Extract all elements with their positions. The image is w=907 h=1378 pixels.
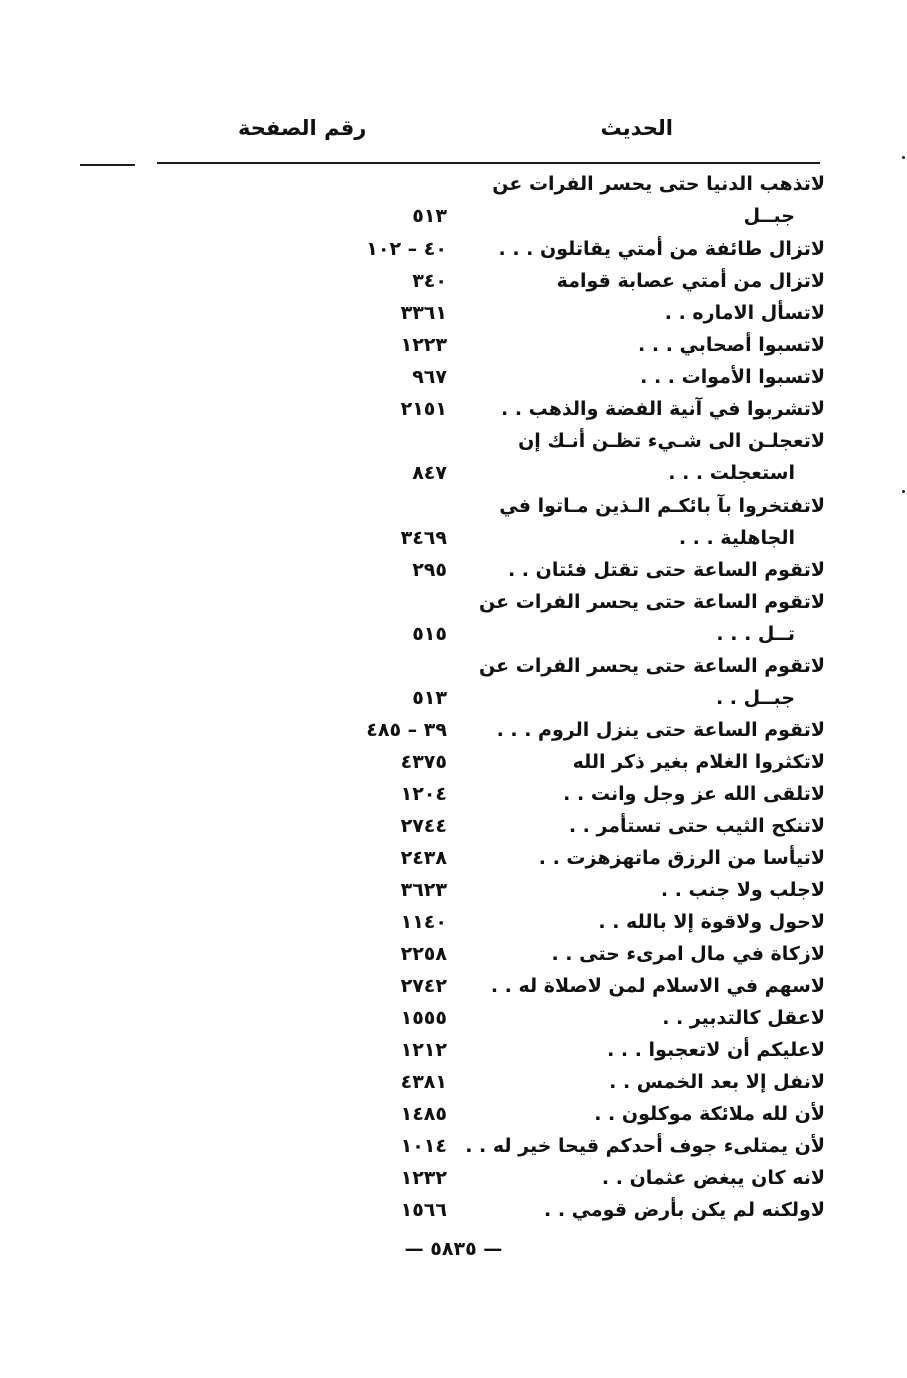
page-reference: ١٢٢٣ bbox=[400, 334, 447, 356]
scan-speck bbox=[902, 156, 905, 159]
hadith-text: لاتنكح الثيب حتى تستأمر . . bbox=[568, 815, 825, 837]
hadith-text: لاتعجلـن الى شـيء تظـن أنـك إن bbox=[518, 430, 825, 452]
page-reference: ٢٧٤٢ bbox=[400, 975, 447, 997]
page-reference: ٣٤٠ bbox=[412, 270, 447, 292]
hadith-text: لاجلب ولا جنب . . bbox=[660, 879, 825, 901]
index-entry bbox=[300, 1162, 825, 1194]
hadith-text: لاتلقى الله عز وجل وانت . . bbox=[563, 783, 825, 805]
index-entry bbox=[300, 393, 825, 425]
page-footer-number: — ٥٨٣٥ — bbox=[404, 1238, 503, 1260]
index-entry bbox=[300, 842, 825, 874]
page-reference: ٣٩ – ٤٨٥ bbox=[366, 719, 447, 741]
index-entry bbox=[300, 490, 825, 522]
hadith-text: لاعقل كالتدبير . . bbox=[662, 1007, 825, 1029]
hadith-text: لاتقوم الساعة حتى يحسر الفرات عن bbox=[479, 591, 825, 613]
index-entry bbox=[300, 522, 825, 554]
index-entry bbox=[300, 554, 825, 586]
header-divider-left bbox=[80, 164, 135, 166]
hadith-text: لاتقوم الساعة حتى يحسر الفرات عن bbox=[479, 655, 825, 677]
hadith-text: استعجلت . . . bbox=[668, 462, 795, 484]
hadith-text: لازكاة في مال امرىء حتى . . bbox=[551, 943, 825, 965]
scan-speck bbox=[902, 490, 905, 493]
hadith-text: لاتذهب الدنيا حتى يحسر الفرات عن bbox=[492, 173, 825, 195]
index-entry bbox=[300, 425, 825, 457]
hadith-text: لأن يمتلىء جوف أحدكم قيحا خير له . . bbox=[465, 1135, 825, 1157]
page-reference: ٢٢٥٨ bbox=[400, 943, 447, 965]
hadith-text: لاتزال من أمتي عصابة قوامة bbox=[556, 270, 825, 292]
page-reference: ٢١٥١ bbox=[400, 398, 447, 420]
page-reference: ٤٠ – ١٠٢ bbox=[366, 238, 447, 260]
index-entry bbox=[300, 650, 825, 682]
index-entry bbox=[300, 618, 825, 650]
hadith-text: لاتقوم الساعة حتى تقتل فئتان . . bbox=[507, 559, 825, 581]
page-reference: ٤٣٧٥ bbox=[400, 751, 447, 773]
hadith-text: تــل . . . bbox=[716, 623, 795, 645]
index-entry bbox=[300, 329, 825, 361]
page-reference: ٥١٣ bbox=[412, 205, 447, 227]
index-entry bbox=[300, 682, 825, 714]
index-entry bbox=[300, 970, 825, 1002]
index-entry bbox=[300, 457, 825, 489]
hadith-text: لاتيأسا من الرزق ماتهزهزت . . bbox=[538, 847, 825, 869]
index-entry bbox=[300, 1034, 825, 1066]
hadith-text: الجاهلية . . . bbox=[678, 527, 795, 549]
hadith-text: لاتفتخروا بآ بائكـم الـذين مـاتوا في bbox=[499, 495, 825, 517]
page-reference: ٣٣٦١ bbox=[400, 302, 447, 324]
index-entry bbox=[300, 265, 825, 297]
index-entry bbox=[300, 938, 825, 970]
page-reference: ٥١٣ bbox=[412, 687, 447, 709]
index-entry bbox=[300, 810, 825, 842]
page-reference: ١٢١٢ bbox=[400, 1039, 447, 1061]
page-reference: ١٥٦٦ bbox=[400, 1199, 447, 1221]
page-reference: ٨٤٧ bbox=[412, 462, 447, 484]
page-reference: ٥١٥ bbox=[412, 623, 447, 645]
header-divider bbox=[157, 162, 820, 164]
index-entry bbox=[300, 361, 825, 393]
hadith-text: لاتكثروا الغلام بغير ذكر الله bbox=[572, 751, 825, 773]
page-reference: ١٢٣٢ bbox=[400, 1167, 447, 1189]
index-entry bbox=[300, 906, 825, 938]
page-reference: ٣٤٦٩ bbox=[400, 527, 447, 549]
hadith-text: لاولكنه لم يكن بأرض قومي . . bbox=[544, 1199, 825, 1221]
page-reference: ١٥٥٥ bbox=[400, 1007, 447, 1029]
page-reference: ٢٤٣٨ bbox=[400, 847, 447, 869]
hadith-text: لاتشربوا في آنية الفضة والذهب . . bbox=[501, 398, 825, 420]
hadith-text: جبــل bbox=[743, 205, 795, 227]
page-reference: ١١٤٠ bbox=[400, 911, 447, 933]
hadith-text: لاتزال طائفة من أمتي يقاتلون . . . bbox=[498, 238, 825, 260]
index-entry bbox=[300, 874, 825, 906]
page-reference: ١٢٠٤ bbox=[400, 783, 447, 805]
index-entry bbox=[300, 168, 825, 200]
index-entry bbox=[300, 297, 825, 329]
hadith-text: لاتسبوا أصحابي . . . bbox=[638, 334, 825, 356]
hadith-column-header: الحديث bbox=[600, 116, 673, 140]
page-reference: ٢٧٤٤ bbox=[400, 815, 447, 837]
page-reference: ١٤٨٥ bbox=[400, 1103, 447, 1125]
hadith-text: لانه كان يبغض عثمان . . bbox=[601, 1167, 825, 1189]
hadith-text: لاتسبوا الأموات . . . bbox=[640, 366, 825, 388]
hadith-text: جبــل . . bbox=[715, 687, 795, 709]
index-entry bbox=[300, 1066, 825, 1098]
index-entry bbox=[300, 1098, 825, 1130]
hadith-text: لأن لله ملائكة موكلون . . bbox=[594, 1103, 825, 1125]
index-entry bbox=[300, 1130, 825, 1162]
hadith-text: لاحول ولاقوة إلا بالله . . bbox=[598, 911, 825, 933]
hadith-text: لاتسأل الاماره . . bbox=[664, 302, 825, 324]
index-entry bbox=[300, 200, 825, 232]
page-reference: ٩٦٧ bbox=[412, 366, 447, 388]
page-reference: ٤٣٨١ bbox=[400, 1071, 447, 1093]
hadith-text: لاتقوم الساعة حتى ينزل الروم . . . bbox=[496, 719, 825, 741]
index-entry bbox=[300, 778, 825, 810]
index-entry bbox=[300, 233, 825, 265]
page-reference: ٢٩٥ bbox=[412, 559, 447, 581]
hadith-text: لاعليكم أن لاتعجبوا . . . bbox=[607, 1039, 825, 1061]
page-number-column-header: رقم الصفحة bbox=[238, 116, 367, 140]
index-entry bbox=[300, 714, 825, 746]
index-entry bbox=[300, 586, 825, 618]
page-reference: ٣٦٢٣ bbox=[400, 879, 447, 901]
index-entry bbox=[300, 1002, 825, 1034]
index-entry bbox=[300, 746, 825, 778]
page-reference: ١٠١٤ bbox=[400, 1135, 447, 1157]
hadith-text: لانفل إلا بعد الخمس . . bbox=[609, 1071, 825, 1093]
index-entry bbox=[300, 1194, 825, 1226]
hadith-text: لاسهم في الاسلام لمن لاصلاة له . . bbox=[490, 975, 825, 997]
